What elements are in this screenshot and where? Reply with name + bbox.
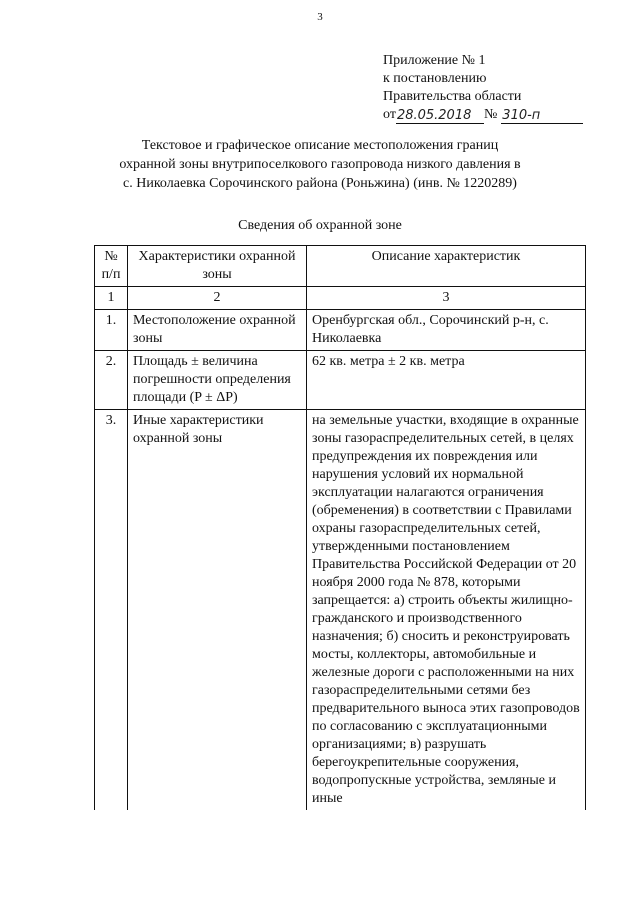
- appendix-date-line: [383, 106, 583, 124]
- title-line-1: Текстовое и графическое описание местоположения границ: [141, 138, 499, 153]
- title-line-3: с. Николаевка Сорочинского района (Роньжина) (инв. № 1220289): [123, 176, 517, 191]
- handwritten-number: 310-п: [501, 108, 583, 124]
- column-index-3: 3: [307, 287, 586, 310]
- row-number: 3.: [95, 410, 128, 811]
- table-row: [95, 410, 586, 811]
- appendix-line-2: к постановлению: [383, 71, 487, 86]
- title-line-2: охранной зоны внутрипоселкового газопровода низкого давления в: [119, 157, 521, 172]
- column-index-1: 1: [95, 287, 128, 310]
- row-description: Оренбургская обл., Сорочинский р-н, с. Николаевка: [307, 310, 586, 351]
- header-number: № п/п: [95, 246, 128, 287]
- section-subtitle: Сведения об охранной зоне: [238, 218, 402, 233]
- table-numbering-row: [95, 287, 586, 310]
- row-number: 2.: [95, 351, 128, 410]
- row-description: 62 кв. метра ± 2 кв. метра: [307, 351, 586, 410]
- document-title: [90, 136, 550, 193]
- row-characteristic: Иные характеристики охранной зоны: [128, 410, 307, 811]
- appendix-line-1: Приложение № 1: [383, 53, 486, 68]
- row-characteristic: Площадь ± величина погрешности определения площади (P ± ΔP): [128, 351, 307, 410]
- table-row: [95, 310, 586, 351]
- row-description: на земельные участки, входящие в охранные зоны газораспределительных сетей, в целях предупреждения их повреждения или нарушения условий их нормальной эксплуатации налагаются ограничения (обременения) в соответствии с Правилами охраны газораспределительных сетей, утвержденными постановлением Правительства Российской Федерации от 20 ноября 2000 года № 878, которыми запрещается: а) строить объекты жилищно-гражданского и производственного назначения; б) сносить и реконструировать мосты, коллекторы, автомобильные и железные дороги с расположенными на них газораспределительными сетями без предварительного выноса этих газопроводов по согласованию с эксплуатационными организациями; в) разрушать берегоукрепительные сооружения, водопропускные устройства, земляные и иные: [307, 410, 586, 811]
- handwritten-date: 28.05.2018: [396, 108, 484, 124]
- table-row: [95, 351, 586, 410]
- from-prefix: от: [383, 107, 396, 122]
- row-characteristic: Местоположение охранной зоны: [128, 310, 307, 351]
- number-sign: №: [483, 107, 498, 122]
- appendix-line-3: Правительства области: [383, 89, 522, 104]
- table-header-row: [95, 246, 586, 287]
- header-description: Описание характеристик: [307, 246, 586, 287]
- protection-zone-table: [94, 245, 586, 810]
- page-number: 3: [317, 11, 323, 23]
- row-number: 1.: [95, 310, 128, 351]
- column-index-2: 2: [128, 287, 307, 310]
- header-characteristic: Характеристики охранной зоны: [128, 246, 307, 287]
- appendix-header: [383, 52, 583, 124]
